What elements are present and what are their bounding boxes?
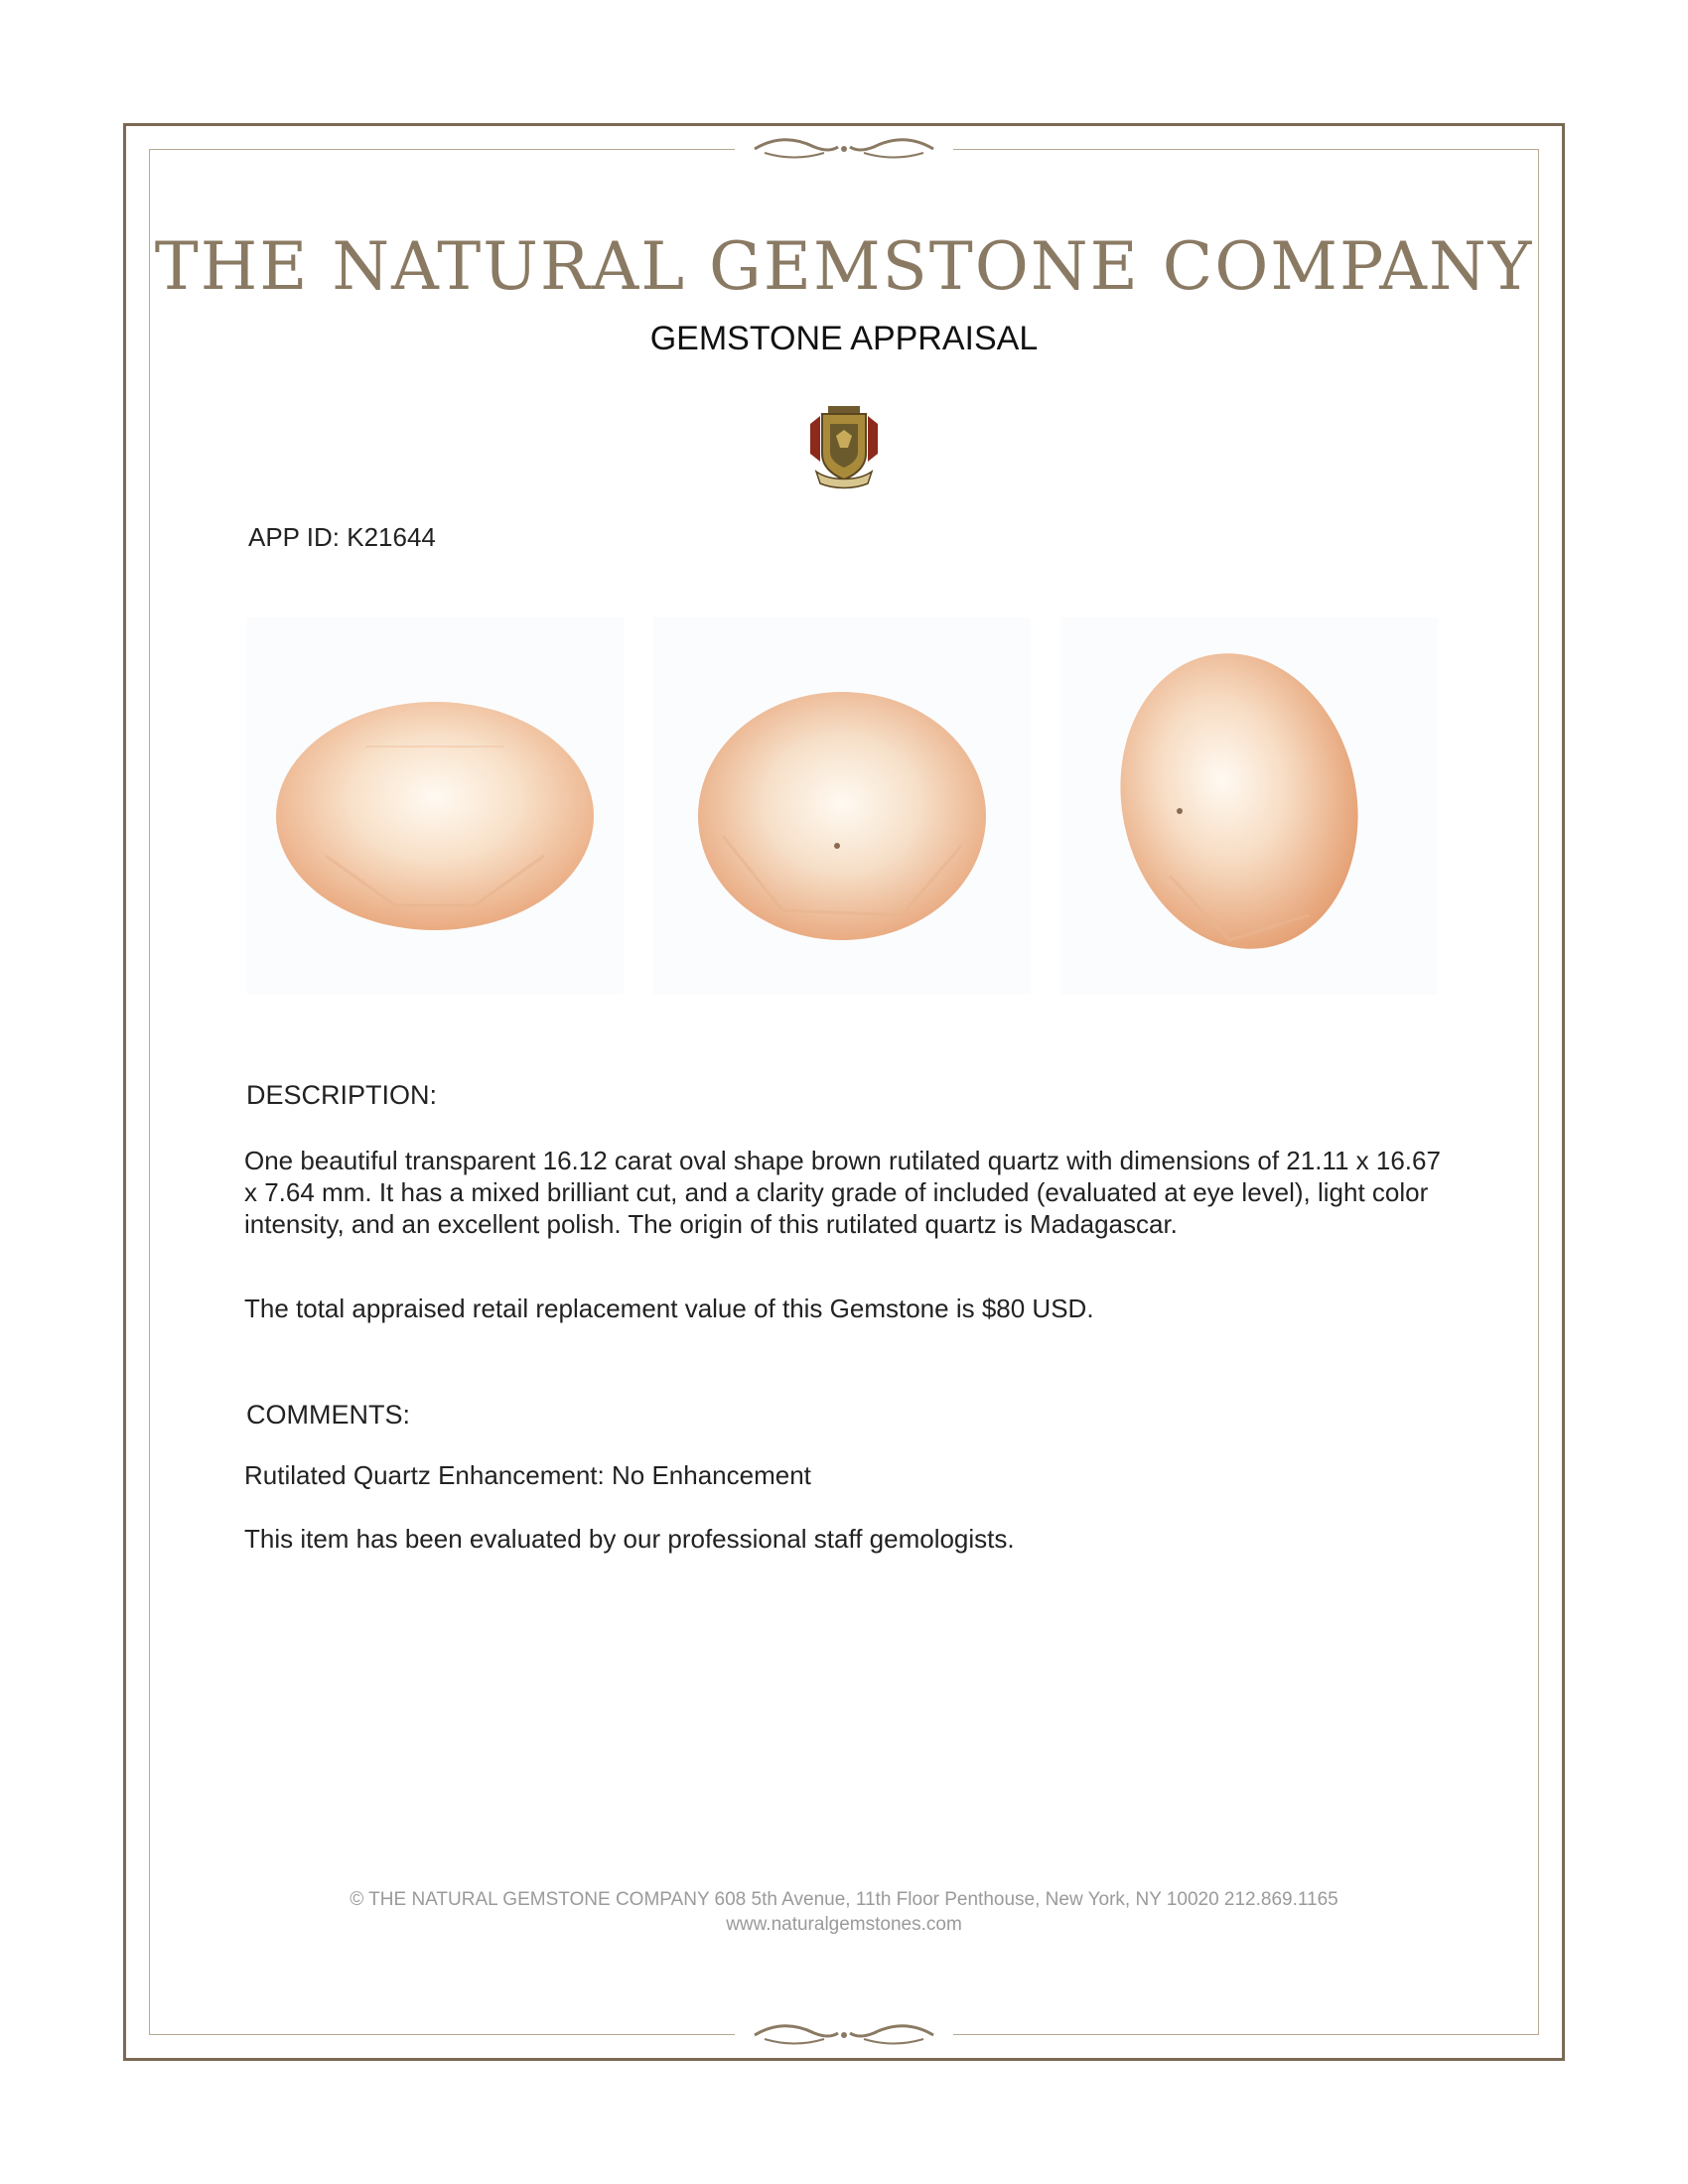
- company-name-heading: THE NATURAL GEMSTONE COMPANY: [154, 228, 1534, 305]
- comments-heading: COMMENTS:: [246, 1400, 410, 1430]
- gem-photo-top-view: [246, 617, 624, 995]
- top-flourish-ornament-icon: [735, 129, 953, 169]
- appraisal-id: APP ID: K21644: [248, 522, 436, 552]
- description-paragraph: One beautiful transparent 16.12 carat oval shape brown rutilated quartz with dimensions of 21.11 x 16.67 x 7.64 mm. It has a mixed brilliant cut, and a clarity grade of included (evaluated at eye level), light color intensity, and an excellent polish. The origin of this rutilated quartz is Madagascar.: [244, 1146, 1441, 1239]
- enhancement-comment: Rutilated Quartz Enhancement: No Enhancement: [244, 1460, 811, 1490]
- gem-photo-tilted-view: [1060, 617, 1438, 995]
- heraldic-crest-icon: [802, 402, 886, 491]
- appraised-value-statement: The total appraised retail replacement value of this Gemstone is $80 USD.: [244, 1294, 1094, 1323]
- footer-website: www.naturalgemstones.com: [726, 1914, 962, 1935]
- description-heading: DESCRIPTION:: [246, 1080, 438, 1110]
- evaluation-comment: This item has been evaluated by our professional staff gemologists.: [244, 1524, 1015, 1554]
- footer-address: © THE NATURAL GEMSTONE COMPANY 608 5th Avenue, 11th Floor Penthouse, New York, NY 10020 212.869.1165: [350, 1889, 1338, 1910]
- document-title: GEMSTONE APPRAISAL: [649, 320, 1039, 357]
- gem-photo-angled-view: [653, 617, 1031, 995]
- bottom-flourish-ornament-icon: [735, 2015, 953, 2055]
